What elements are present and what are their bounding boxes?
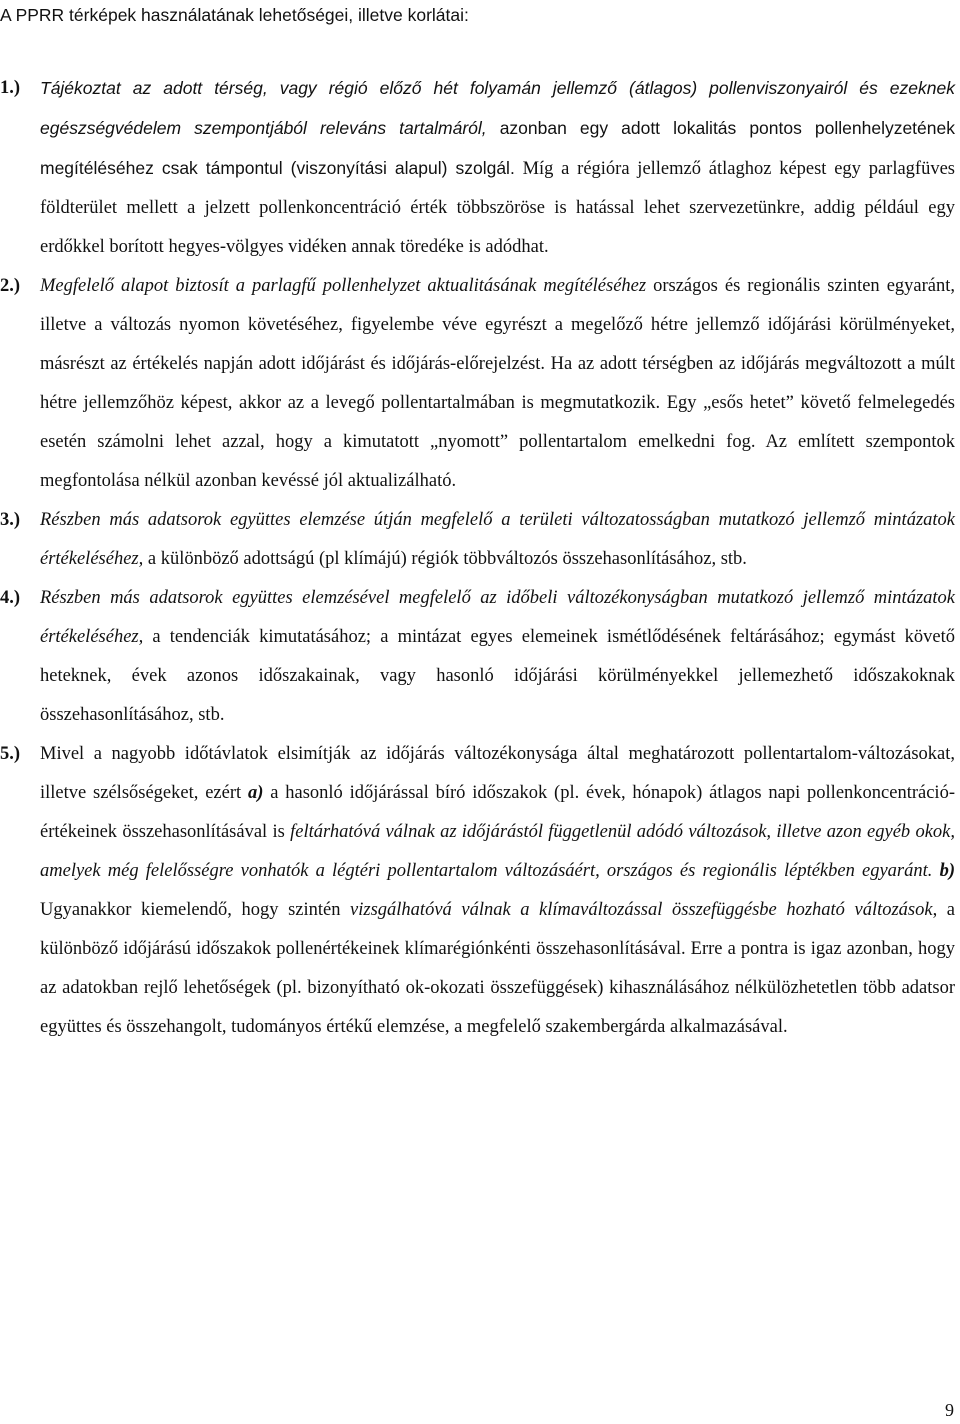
list-item-5 <box>0 735 956 1047</box>
item-number: 2.) <box>0 276 21 296</box>
sub-marker-a: a) <box>247 783 264 803</box>
sub-marker-b: b) <box>939 861 956 881</box>
item-text: országos és regionális szinten egyaránt, illetve a változás nyomon követéséhez, figyelembe véve egyrészt a megelőző hétre jellemző időjárási körülményeket, másrészt az értékelés napján adott időjárást és időjárás-előrejelzést. Ha az adott térségben az időjárás megváltozott a múlt hétre jellemzőhöz képest, akkor az a levegő pollentartalmában is megmutatkozik. Egy „esős hetet” követő felmelegedés esetén számolni lehet azzal, hogy a kimutatott „nyomott” pollentartalom emelkedni fog. Az említett szempontok megfontolása nélkül azonban kevéssé jól aktualizálható. <box>40 276 955 491</box>
item-emphasis-text: feltárhatóvá válnak az időjárástól függetlenül adódó változások, illetve azon egyéb okok, amelyek még felelősségre vonhatók a légtéri pollentartalom változásáért, országos és regionális léptékben egyaránt. <box>40 822 955 881</box>
item-number: 4.) <box>0 588 21 608</box>
list-item-3 <box>0 501 955 579</box>
item-number: 5.) <box>0 744 21 764</box>
item-text: , a különböző időjárású időszakok pollenértékeinek klímarégiónkénti összehasonlításával. Erre a pontra is igaz azonban, hogy az adatokban rejlő lehetőségek (pl. bizonyítható ok-okozati összefüggések) kihasználásához nélkülözhetetlen több adatsor együttes és összehangolt, tudományos értékű elemzése, a megfelelő szakembergárda alkalmazásával. <box>40 900 955 1037</box>
item-lead-text: Megfelelő alapot biztosít a parlagfű pollenhelyzet aktualitásának megítéléséhez <box>40 276 647 296</box>
item-emphasis-text: vizsgálhatóvá válnak a klímaváltozással összefüggésbe hozható változások <box>350 900 933 920</box>
item-text: a hasonló időjárással bíró időszakok (pl. évek, hónapok) átlagos napi pollenkoncentráció-értékeinek összehasonlításával is <box>40 783 955 842</box>
item-lead-text: Tájékoztat az adott térség, vagy régió előző hét folyamán jellemző (átlagos) pollenviszonyairól és ezeknek egészségvédelem szempontjából releváns tartalmáról, <box>40 78 955 138</box>
list-item-2 <box>0 267 955 501</box>
item-text: Míg a régióra jellemző átlaghoz képest egy parlagfüves földterület mellett a jelzett pollenkoncentráció érték többszöröse is hatással lehet szervezetünkre, addig például egy erdőkkel borított hegyes-völgyes vidéken annak töredéke is adódhat. <box>40 159 955 257</box>
item-text: a különböző adottságú (pl klímájú) régiók többváltozós összehasonlításához, stb. <box>143 549 747 569</box>
list-item-1 <box>0 69 955 267</box>
item-lead-text: Részben más adatsorok együttes elemzése útján megfelelő a területi változatosságban mutatkozó jellemző mintázatok értékeléséhez, <box>40 510 955 569</box>
item-text: Ugyanakkor kiemelendő, hogy szintén <box>40 900 351 920</box>
item-text: azonban egy adott lokalitás pontos pollenhelyzetének megítéléséhez csak támpontul (viszonyítási alapul) szolgál. <box>40 118 955 178</box>
list-item-4 <box>0 579 955 735</box>
item-text <box>932 861 939 881</box>
page-number: 9 <box>945 1400 954 1420</box>
item-lead-text: Részben más adatsorok együttes elemzésével megfelelő az időbeli változékonyságban mutatkozó jellemző mintázatok értékeléséhez, <box>40 588 955 647</box>
page-heading: A PPRR térképek használatának lehetőségei, illetve korlátai: <box>0 5 469 25</box>
item-number: 3.) <box>0 510 21 530</box>
item-text: Mivel a nagyobb időtávlatok elsimítják az időjárás változékonysága által meghatározott pollentartalom-változásokat, illetve szélsőségeket, ezért <box>40 744 955 803</box>
document-body <box>0 69 956 1047</box>
item-text: a tendenciák kimutatásához; a mintázat egyes elemeinek ismétlődésének feltárásához; egymást követő heteknek, évek azonos időszakainak, vagy hasonló időjárási körülményekkel jellemezhető időszakoknak összehasonlításához, stb. <box>40 627 955 725</box>
item-number: 1.) <box>0 78 21 98</box>
